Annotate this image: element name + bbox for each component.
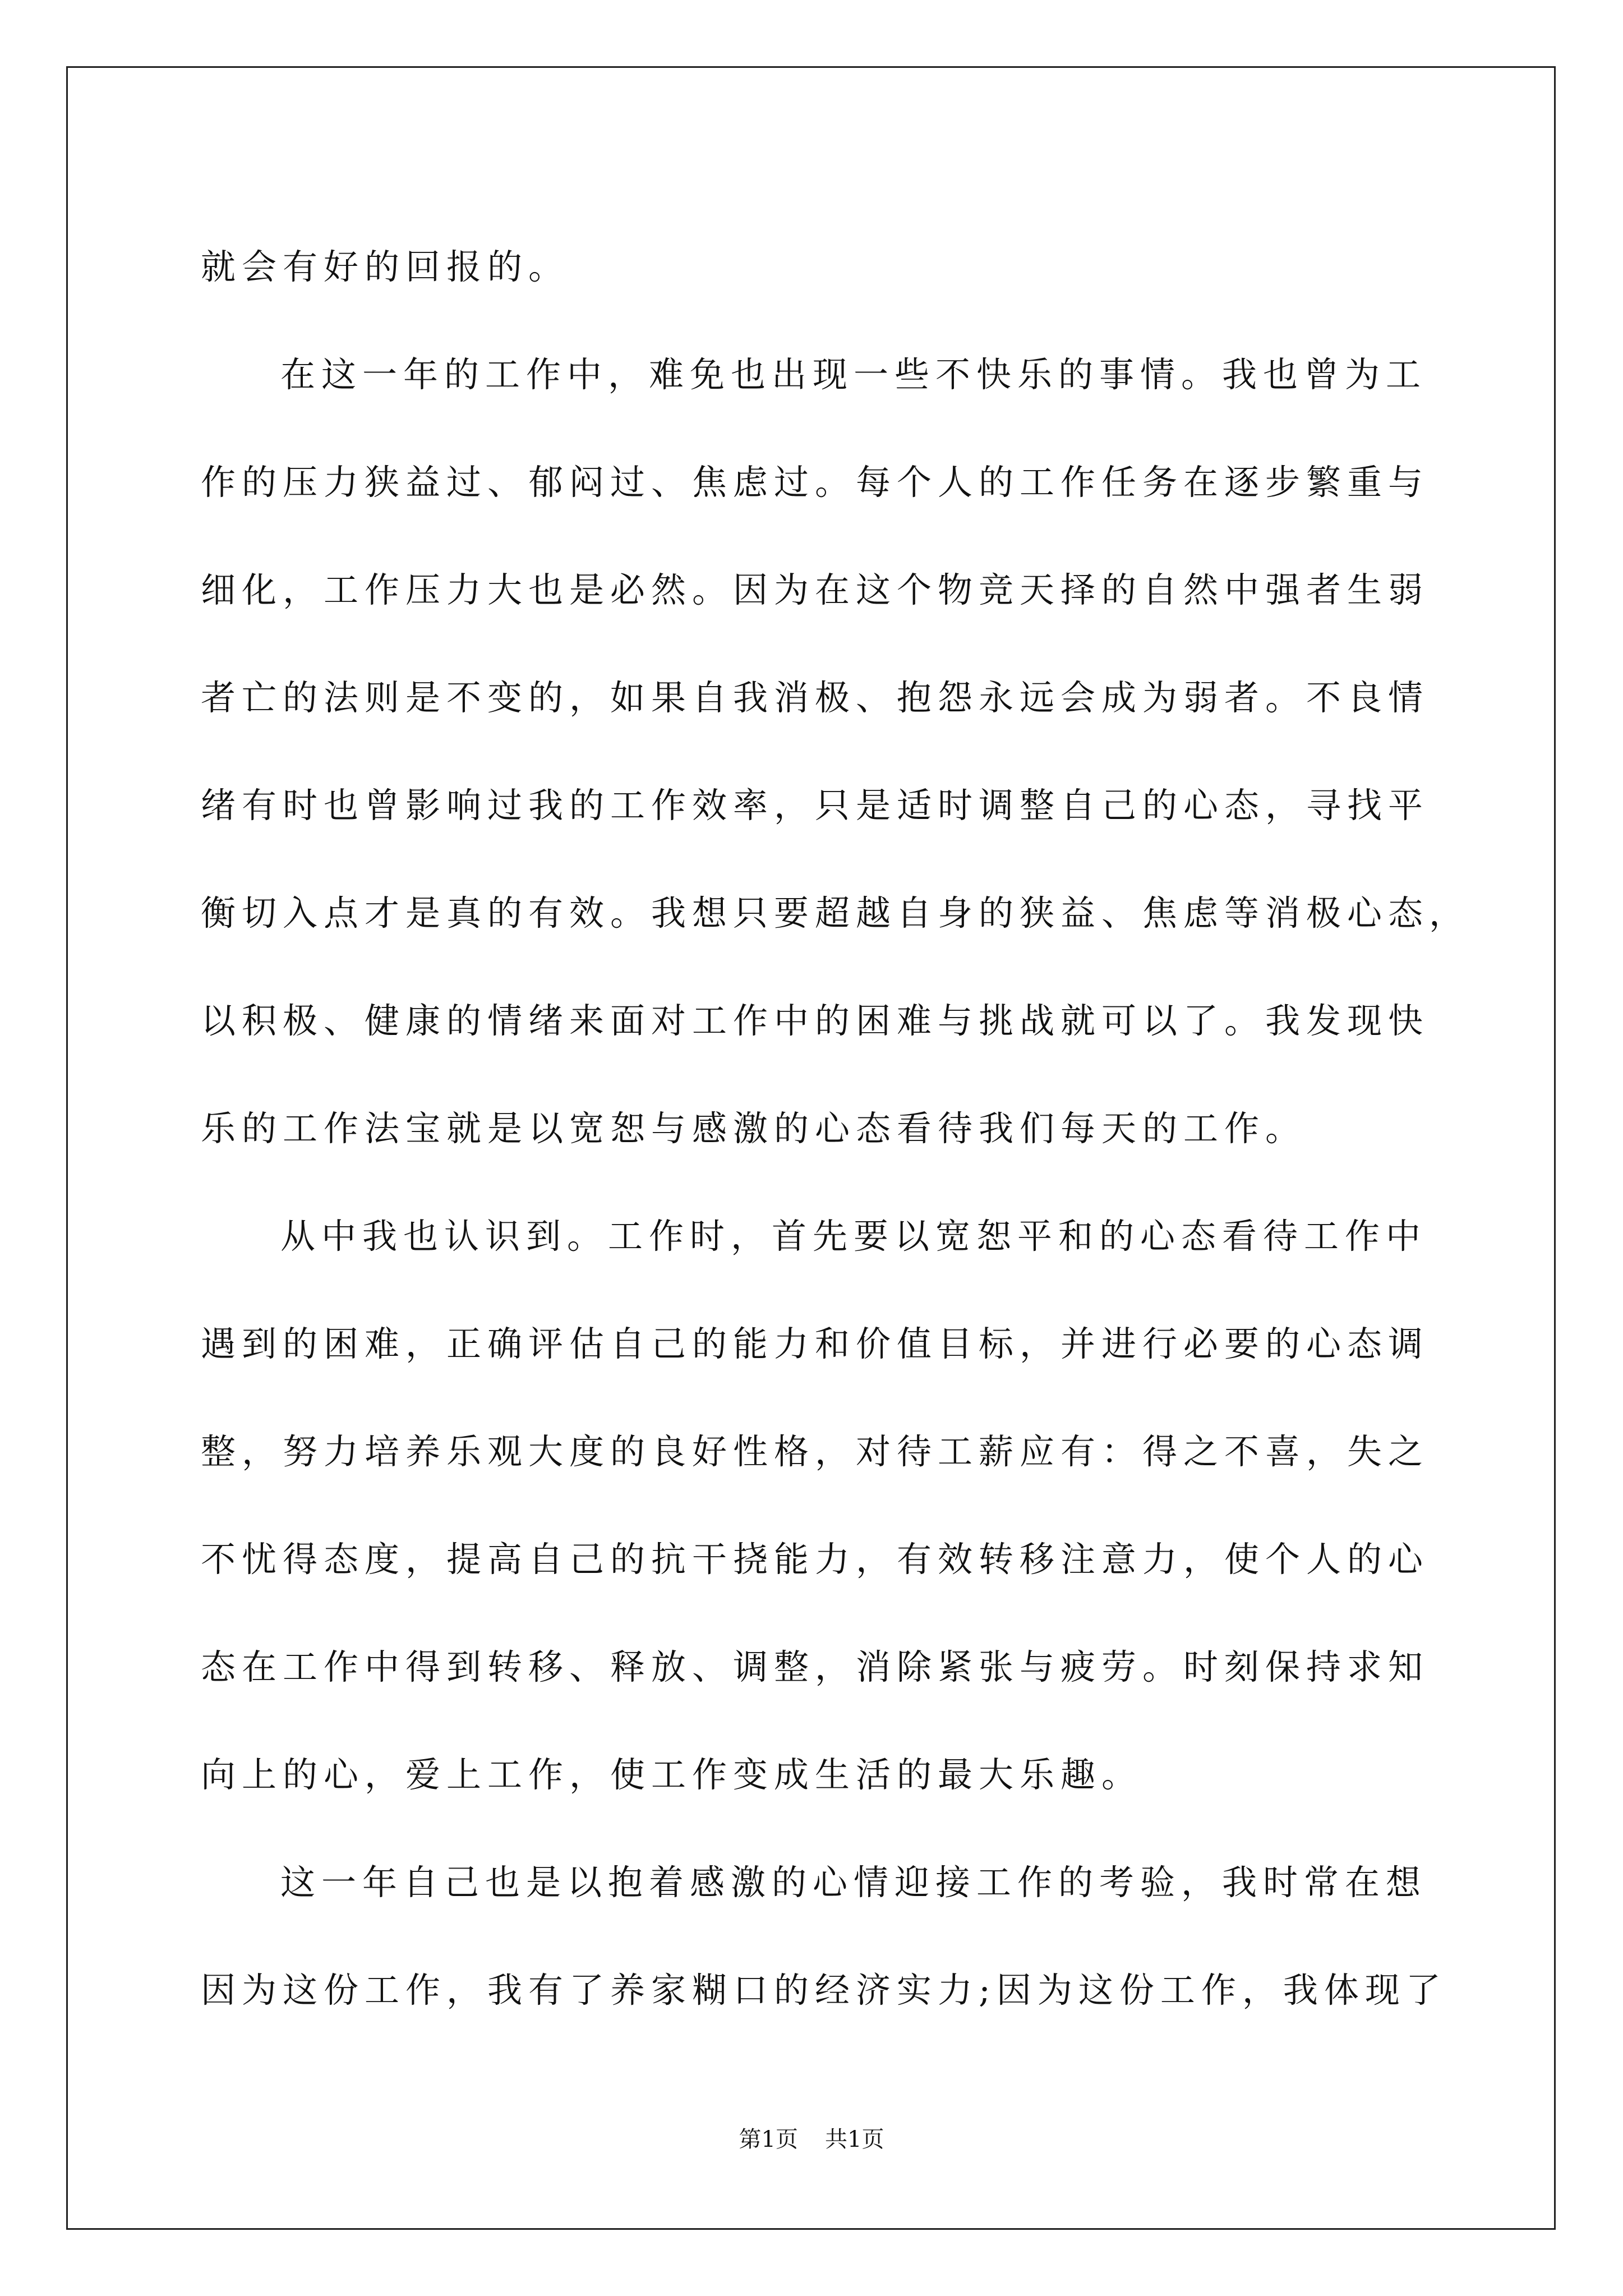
text-line: 不忧得态度，提高自己的抗干挠能力，有效转移注意力，使个人的心	[201, 1539, 1430, 1580]
page-number: 第1页	[739, 2127, 798, 2152]
text-line: 在这一年的工作中，难免也出现一些不快乐的事情。我也曾为工	[280, 354, 1427, 395]
text-line: 以积极、健康的情绪来面对工作中的困难与挑战就可以了。我发现快	[201, 1000, 1430, 1041]
text-line: 细化，工作压力大也是必然。因为在这个物竞天择的自然中强者生弱	[201, 569, 1430, 610]
page-footer	[0, 2122, 1623, 2154]
text-line: 整，努力培养乐观大度的良好性格，对待工薪应有：得之不喜，失之	[201, 1431, 1430, 1472]
text-line: 作的压力狭益过、郁闷过、焦虑过。每个人的工作任务在逐步繁重与	[201, 462, 1430, 503]
text-line: 乐的工作法宝就是以宽恕与感激的心态看待我们每天的工作。	[201, 1108, 1307, 1149]
text-line: 向上的心，爱上工作，使工作变成生活的最大乐趣。	[201, 1754, 1143, 1795]
text-line: 就会有好的回报的。	[201, 246, 570, 287]
text-line: 从中我也认识到。工作时，首先要以宽恕平和的心态看待工作中	[280, 1216, 1427, 1257]
page-total: 共1页	[825, 2127, 884, 2152]
text-line: 遇到的困难，正确评估自己的能力和价值目标，并进行必要的心态调	[201, 1323, 1430, 1364]
text-line: 衡切入点才是真的有效。我想只要超越自身的狭益、焦虑等消极心态，	[201, 892, 1470, 933]
document-body	[201, 213, 1470, 2044]
text-line: 态在工作中得到转移、释放、调整，消除紧张与疲劳。时刻保持求知	[201, 1646, 1430, 1687]
text-line: 绪有时也曾影响过我的工作效率，只是适时调整自己的心态，寻找平	[201, 785, 1430, 826]
text-line: 者亡的法则是不变的，如果自我消极、抱怨永远会成为弱者。不良情	[201, 677, 1430, 718]
text-line: 因为这份工作，我有了养家糊口的经济实力;因为这份工作，我体现了	[201, 1970, 1447, 2010]
text-line: 这一年自己也是以抱着感激的心情迎接工作的考验，我时常在想	[280, 1862, 1427, 1903]
